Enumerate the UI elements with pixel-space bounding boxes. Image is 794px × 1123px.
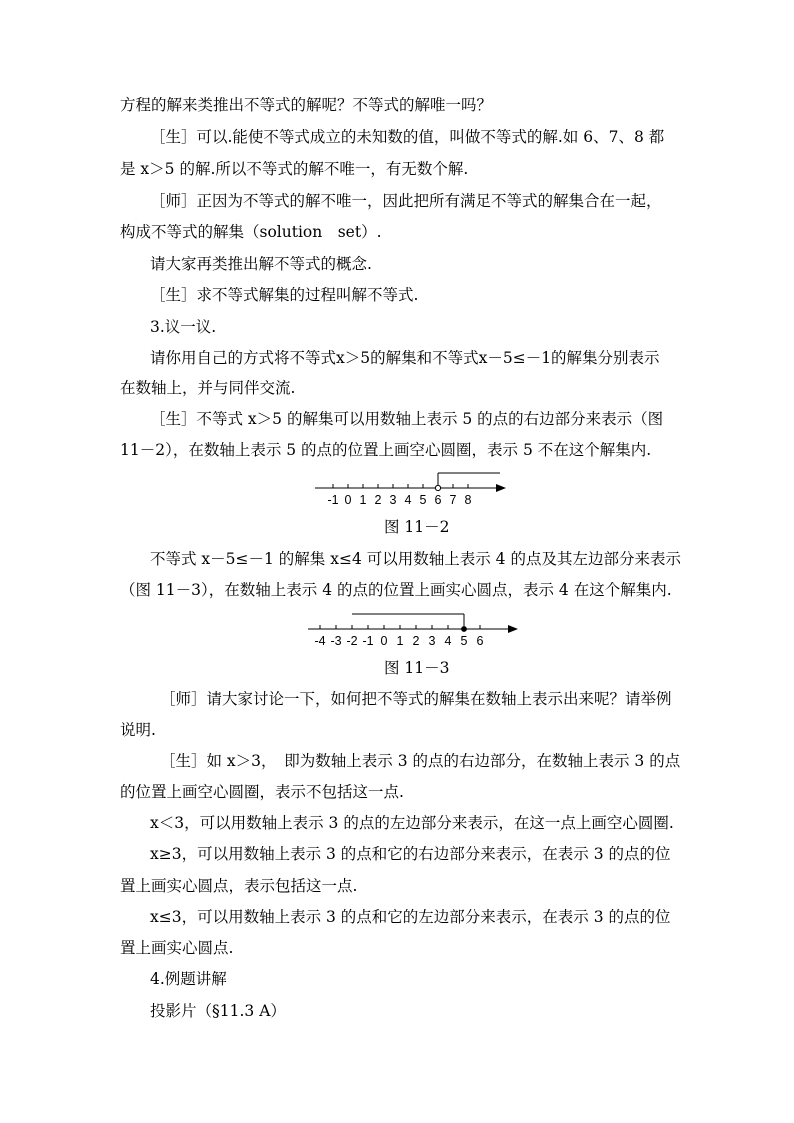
tick-label: 4 — [444, 634, 452, 648]
section-heading: 4.例题讲解 — [150, 970, 227, 988]
section-heading: 3.议一议. — [150, 318, 217, 336]
tick-label: 6 — [434, 493, 442, 507]
figure-caption: 图 11－2 — [384, 518, 450, 536]
tick-label: -2 — [346, 634, 358, 648]
axis-arrow-icon — [508, 625, 518, 633]
tick-label: 2 — [412, 634, 420, 648]
paragraph-line: 是 x＞5 的解.所以不等式的解不唯一，有无数个解. — [120, 160, 469, 178]
tick-label: -4 — [314, 634, 326, 648]
paragraph-line: 说明. — [120, 721, 156, 739]
tick-label: 5 — [419, 493, 427, 507]
paragraph-line: ［生］如 x＞3， 即为数轴上表示 3 的点的右边部分，在数轴上表示 3 的点 — [160, 752, 681, 770]
paragraph-line: ［生］不等式 x＞5 的解集可以用数轴上表示 5 的点的右边部分来表示（图 — [150, 410, 664, 428]
tick-label: 2 — [374, 493, 382, 507]
tick-label: 3 — [428, 634, 436, 648]
paragraph-line: 构成不等式的解集（solution set）. — [120, 223, 382, 241]
tick-label: 8 — [464, 493, 472, 507]
axis-arrow-icon — [496, 484, 506, 492]
paragraph-line: 不等式 x－5≤－1 的解集 x≤4 可以用数轴上表示 4 的点及其左边部分来表示 — [150, 550, 681, 568]
paragraph-line: 投影片（§11.3 A） — [150, 1002, 286, 1020]
paragraph-line: ［师］正因为不等式的解不唯一，因此把所有满足不等式的解集合在一起， — [150, 192, 662, 210]
closed-dot-icon — [462, 627, 467, 632]
paragraph-line: 请你用自己的方式将不等式x＞5的解集和不等式x－5≤－1的解集分别表示 — [150, 349, 660, 367]
paragraph-line: x≥3，可以用数轴上表示 3 的点和它的右边部分来表示，在表示 3 的点的位 — [150, 845, 671, 863]
tick-label: 6 — [476, 634, 484, 648]
tick-label: 1 — [359, 493, 367, 507]
tick-label: 5 — [460, 634, 468, 648]
paragraph-line: ［师］请大家讨论一下，如何把不等式的解集在数轴上表示出来呢？请举例 — [160, 690, 672, 708]
paragraph-line: 在数轴上，并与同伴交流. — [120, 379, 296, 397]
tick-label: 3 — [389, 493, 397, 507]
tick-label: -1 — [362, 634, 374, 648]
number-line-figure-11-3 — [298, 605, 528, 653]
tick-label: 4 — [404, 493, 412, 507]
tick-label: 0 — [344, 493, 352, 507]
paragraph-line: x＜3，可以用数轴上表示 3 的点的左边部分来表示，在这一点上画空心圆圈. — [150, 814, 674, 832]
paragraph-line: （图 11－3），在数轴上表示 4 的点的位置上画实心圆点，表示 4 在这个解集内. — [120, 581, 672, 599]
paragraph-line: x≤3，可以用数轴上表示 3 的点和它的左边部分来表示，在表示 3 的点的位 — [150, 908, 671, 926]
paragraph-line: 置上画实心圆点，表示包括这一点. — [120, 877, 358, 895]
figure-caption: 图 11－3 — [384, 659, 450, 677]
tick-label: -1 — [327, 493, 339, 507]
tick-label: 1 — [396, 634, 404, 648]
paragraph-line: 请大家再类推出解不等式的概念. — [150, 255, 372, 273]
paragraph-line: ［生］求不等式解集的过程叫解不等式. — [150, 286, 419, 304]
paragraph-line: 方程的解来类推出不等式的解呢？不等式的解唯一吗？ — [120, 96, 493, 114]
paragraph-line: ［生］可以.能使不等式成立的未知数的值，叫做不等式的解.如 6、7、8 都 — [150, 128, 665, 146]
tick-label: 7 — [449, 493, 457, 507]
tick-label: -3 — [330, 634, 342, 648]
paragraph-line: 的位置上画空心圆圈，表示不包括这一点. — [120, 783, 404, 801]
tick-label: 0 — [380, 634, 388, 648]
number-line-figure-11-2 — [300, 464, 520, 512]
paragraph-line: 11－2），在数轴上表示 5 的点的位置上画空心圆圈，表示 5 不在这个解集内. — [120, 441, 652, 459]
paragraph-line: 置上画实心圆点. — [120, 939, 234, 957]
open-circle-icon — [435, 485, 440, 490]
